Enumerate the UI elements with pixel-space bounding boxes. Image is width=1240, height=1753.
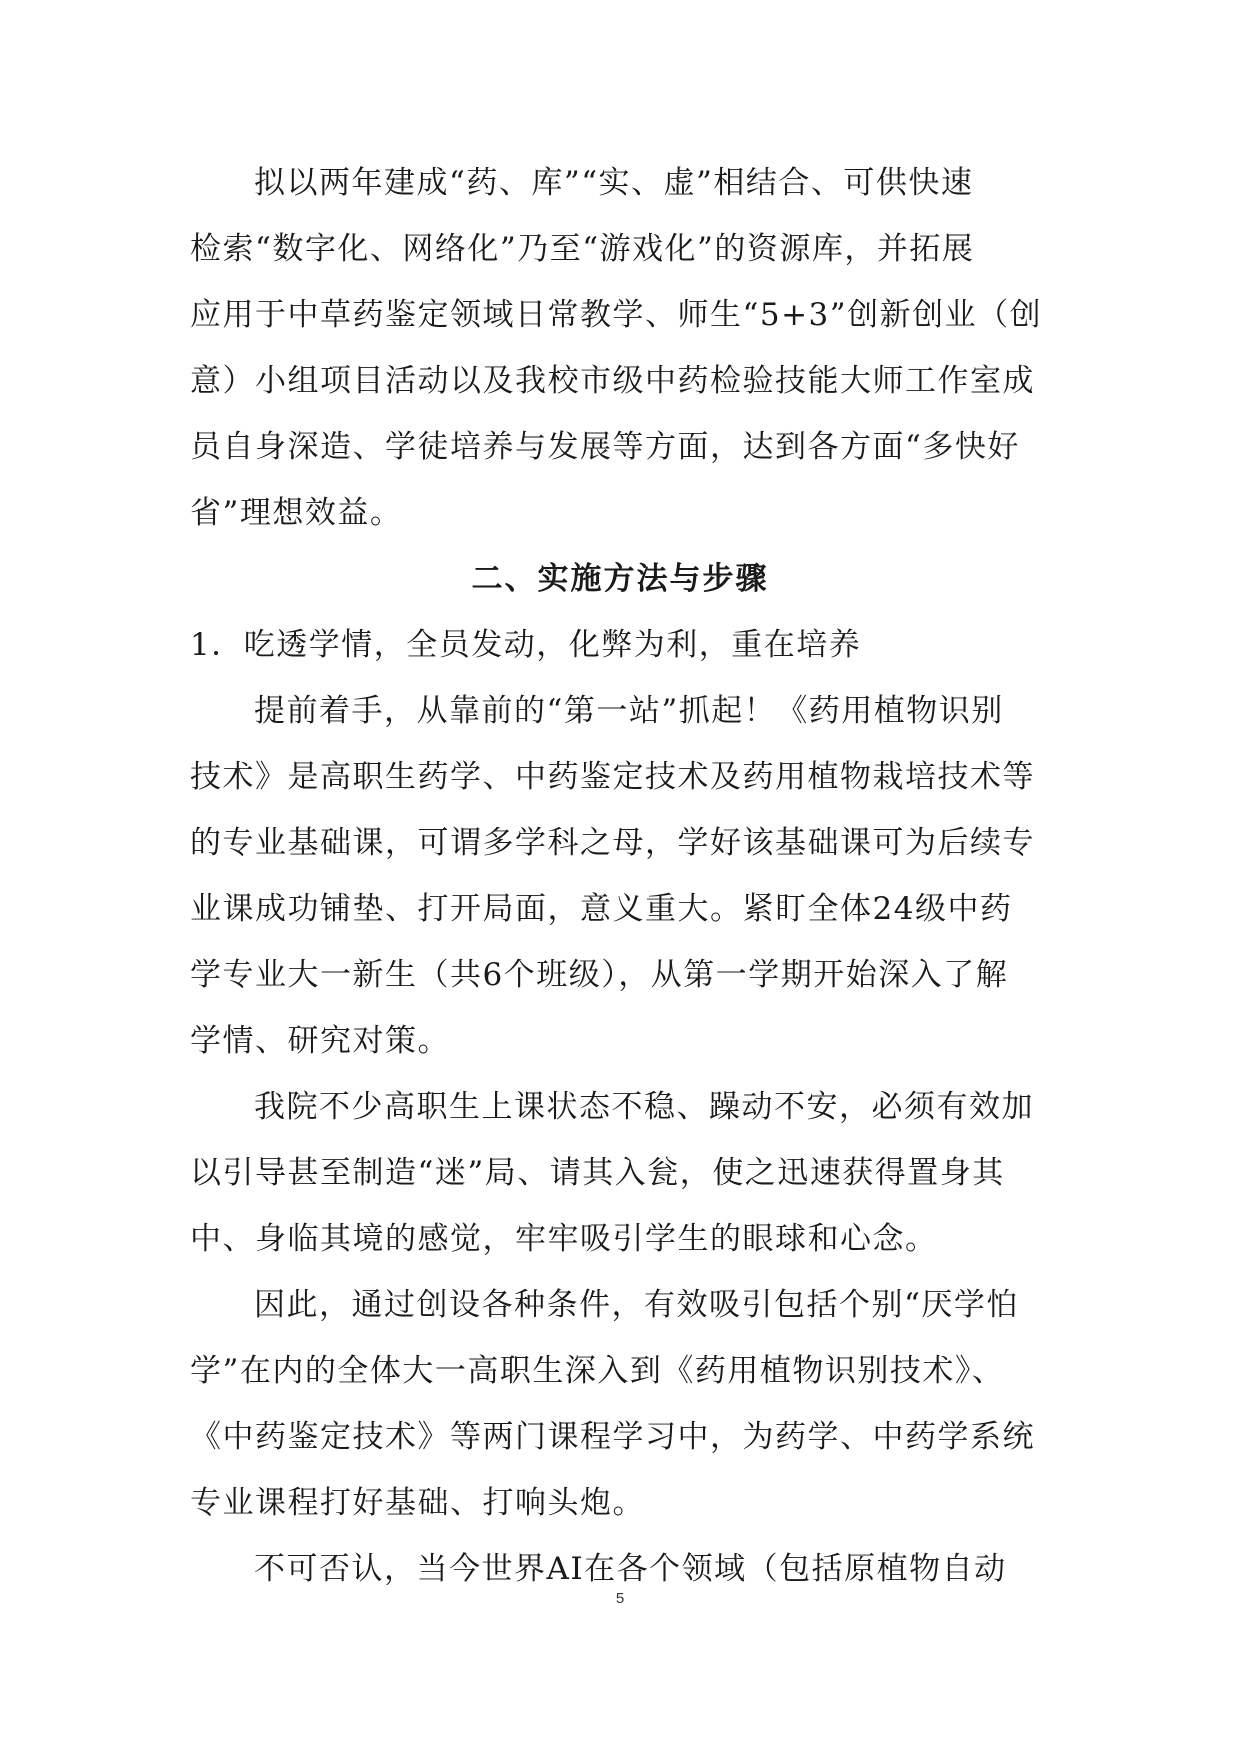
paragraph-line: 《中药鉴定技术》等两门课程学习中，为药学、中药学系统 [190, 1419, 1035, 1455]
paragraph-line: 以引导甚至制造“迷”局、请其入瓮，使之迅速获得置身其 [190, 1155, 1005, 1191]
paragraph-line: 中、身临其境的感觉，牢牢吸引学生的眼球和心念。 [190, 1221, 938, 1257]
paragraph-line: 提前着手，从靠前的“第一站”抓起！《药用植物识别 [254, 693, 1004, 729]
paragraph-line: 意）小组项目活动以及我校市级中药检验技能大师工作室成 [190, 363, 1035, 399]
paragraph-line: 学情、研究对策。 [190, 1023, 450, 1059]
paragraph-line: 检索“数字化、网络化”乃至“游戏化”的资源库，并拓展 [190, 231, 975, 267]
paragraph-line: 不可否认，当今世界AI在各个领域（包括原植物自动 [254, 1551, 1007, 1587]
paragraph-line: 应用于中草药鉴定领域日常教学、师生“5+3”创新创业（创 [190, 297, 1043, 333]
paragraph-line: 的专业基础课，可谓多学科之母，学好该基础课可为后续专 [190, 825, 1035, 861]
paragraph-line: 技术》是高职生药学、中药鉴定技术及药用植物栽培技术等 [190, 759, 1035, 795]
subsection-heading: 1．吃透学情，全员发动，化弊为利，重在培养 [190, 627, 862, 663]
section-heading: 二、实施方法与步骤 [471, 561, 769, 597]
paragraph-line: 拟以两年建成“药、库”“实、虚”相结合、可供快速 [254, 165, 974, 201]
paragraph-line: 我院不少高职生上课状态不稳、躁动不安，必须有效加 [254, 1089, 1034, 1125]
paragraph-line: 学”在内的全体大一高职生深入到《药用植物识别技术》、 [190, 1353, 1005, 1389]
paragraph-line: 员自身深造、学徒培养与发展等方面，达到各方面“多快好 [190, 429, 1020, 465]
page-number: 5 [615, 1590, 625, 1607]
paragraph-line: 学专业大一新生（共6个班级），从第一学期开始深入了解 [190, 957, 1009, 993]
paragraph-line: 因此，通过创设各种条件，有效吸引包括个别“厌学怕 [254, 1287, 1019, 1323]
paragraph-line: 业课成功铺垫、打开局面，意义重大。紧盯全体24级中药 [190, 891, 1013, 927]
paragraph-line: 省”理想效益。 [190, 495, 403, 531]
paragraph-line: 专业课程打好基础、打响头炮。 [190, 1485, 645, 1521]
document-body [190, 150, 1050, 1602]
